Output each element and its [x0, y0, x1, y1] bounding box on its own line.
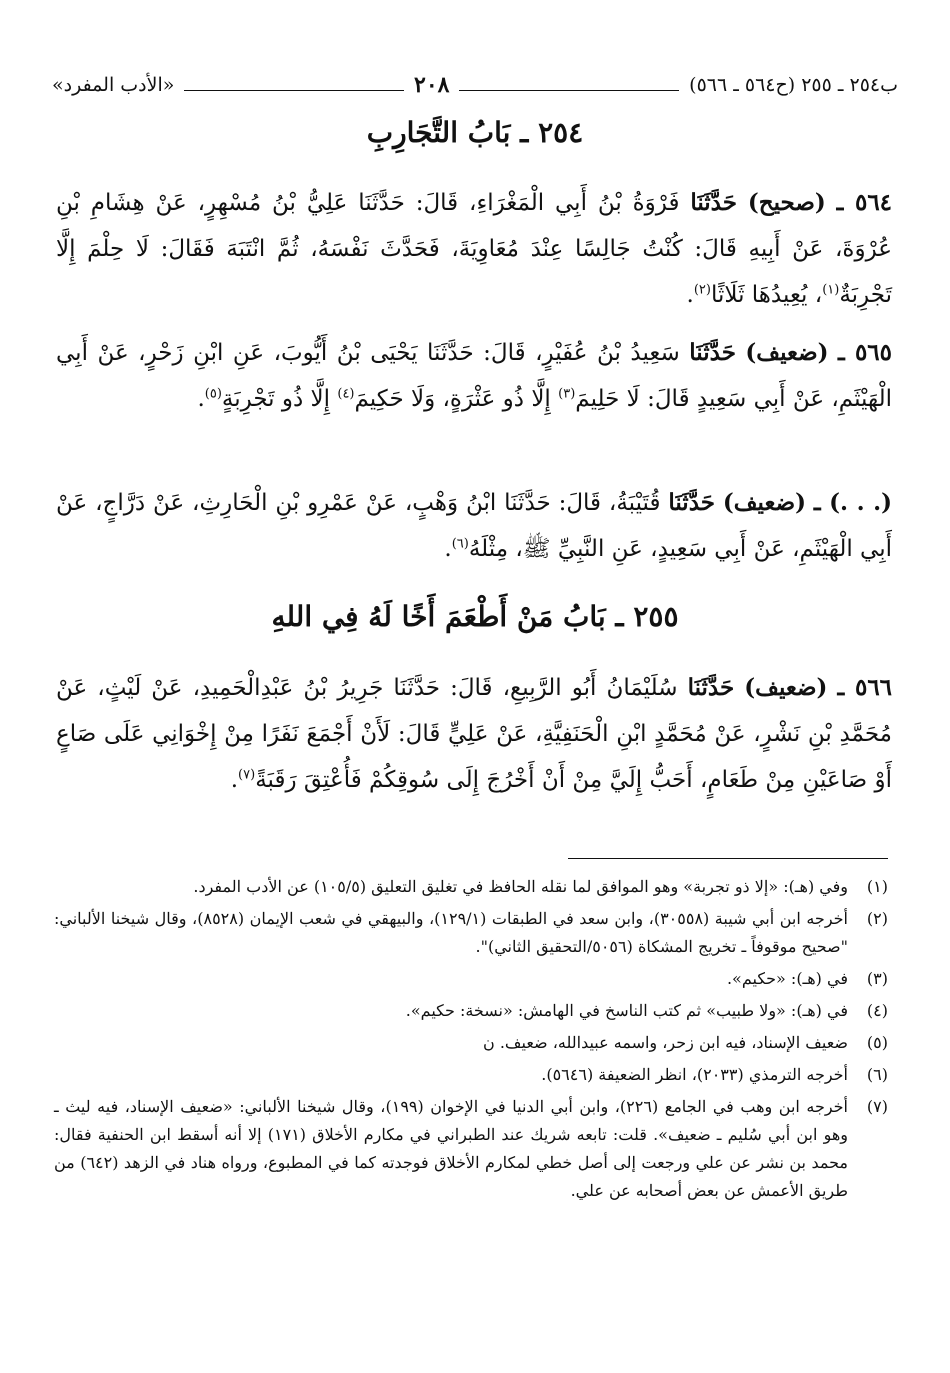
- footnote-number: (٥): [866, 1033, 888, 1052]
- footnote-ref: (٤): [337, 386, 355, 402]
- header-range: ب٢٥٤ ـ ٢٥٥ (ح٥٦٤ ـ ٥٦٦): [689, 74, 898, 96]
- hadith-565-mutaba: [56, 480, 892, 572]
- book-title: «الأدب المفرد»: [52, 74, 175, 96]
- footnotes: [54, 873, 888, 1209]
- hadith-number: ٥٦٦ ـ: [837, 674, 893, 701]
- footnote-ref: (٥): [204, 386, 222, 402]
- footnote-text: وفي (هـ): «إلا ذو تجربة» وهو الموافق لما نقله الحافظ في تغليق التعليق (١٠٥/٥) عن الأدب المفرد.: [193, 877, 848, 896]
- hadith-grade: (ضعيف): [722, 489, 806, 516]
- footnote-text: ضعيف الإسناد، فيه ابن زحر، واسمه عبيدالله، ضعيف. ن: [483, 1033, 848, 1052]
- footnote-ref: (٧): [238, 767, 256, 783]
- hadith-text: .: [686, 282, 694, 308]
- hadith-haddathana: حَدَّثَنَا: [690, 189, 737, 216]
- footnote-text: أخرجه الترمذي (٢٠٣٣)، انظر الضعيفة (٥٦٤٦).: [541, 1065, 848, 1084]
- footnote-text: في (هـ): «حكيم».: [726, 969, 848, 988]
- hadith-number: (. . .) ـ: [813, 489, 893, 516]
- footnote-1: [54, 873, 888, 901]
- hadith-text: قُتَيْبَةُ، قَالَ: حَدَّثَنَا ابْنُ وَهْبٍ، عَنْ عَمْرِو بْنِ الْحَارِثِ، عَنْ دَرَّاجٍ، عَنْ أَبِي الْهَيْثَمِ، عَنْ أَبِي سَعِيدٍ، عَنِ النَّبِيِّ ﷺ، مِثْلَهُ: [56, 490, 892, 562]
- footnote-number: (٣): [866, 969, 888, 988]
- footnote-ref: (٣): [558, 386, 576, 402]
- hadith-grade: (ضعيف): [745, 339, 829, 366]
- running-header: [52, 68, 898, 102]
- hadith-text: فَرْوَةُ بْنُ أَبِي الْمَغْرَاءِ، قَالَ: حَدَّثَنَا عَلِيُّ بْنُ مُسْهِرٍ، عَنْ هِشَامِ بْنِ عُرْوَةَ، عَنْ أَبِيهِ قَالَ: كُنْتُ جَالِسًا عِنْدَ مُعَاوِيَةَ، فَحَدَّثَ نَفْسَهُ، ثُمَّ انْتَبَهَ فَقَالَ: لَا حِلْمَ إِلَّا تَجْرِبَةٌ: [56, 190, 892, 308]
- hadith-565: [56, 330, 892, 422]
- header-rule-right: [459, 90, 679, 91]
- chapter-title-254: ٢٥٤ ـ بَابُ التَّجَارِبِ: [366, 116, 584, 149]
- hadith-566: [56, 665, 892, 803]
- chapter-title-255: ٢٥٥ ـ بَابُ مَنْ أَطْعَمَ أَخًا لَهُ فِي اللهِ: [271, 600, 679, 633]
- hadith-text: سُلَيْمَانُ أَبُو الرَّبِيعِ، قَالَ: حَدَّثَنَا جَرِيرُ بْنُ عَبْدِالْحَمِيدِ، عَنْ لَيْثٍ، عَنْ مُحَمَّدِ بْنِ نَشْرٍ، عَنْ مُحَمَّدٍ ابْنِ الْحَنَفِيَّةِ، عَنْ عَلِيٍّ قَالَ: لَأَنْ أَجْمَعَ نَفَرًا مِنْ إِخْوَانِي عَلَى صَاعٍ أَوْ صَاعَيْنِ مِنْ طَعَامٍ، أَحَبُّ إِلَيَّ مِنْ أَنْ أَخْرُجَ إِلَى سُوقِكُمْ فَأُعْتِقَ رَقَبَةً: [56, 675, 892, 793]
- footnote-number: (٢): [866, 909, 888, 928]
- footnote-number: (٧): [866, 1097, 888, 1116]
- hadith-text: سَعِيدُ بْنُ عُفَيْرٍ، قَالَ: حَدَّثَنَا يَحْيَى بْنُ أَيُّوبَ، عَنِ ابْنِ زَحْرٍ، عَنْ أَبِي الْهَيْثَمِ، عَنْ أَبِي سَعِيدٍ قَالَ: لَا حَلِيمَ: [56, 340, 892, 412]
- hadith-number: ٥٦٤ ـ: [836, 189, 893, 216]
- hadith-text: ، يُعِيدُهَا ثَلَاثًا: [710, 282, 823, 308]
- footnote-6: [54, 1061, 888, 1089]
- hadith-haddathana: حَدَّثَنَا: [668, 489, 715, 516]
- hadith-text: .: [444, 536, 452, 562]
- footnote-4: [54, 997, 888, 1025]
- hadith-text: إِلَّا ذُو عَثْرَةٍ، وَلَا حَكِيمَ: [354, 386, 559, 412]
- footnote-ref: (١): [822, 282, 840, 298]
- footnote-text: في (هـ): «ولا طبيب» ثم كتب الناسخ في الهامش: «نسخة: حكيم».: [405, 1001, 848, 1020]
- hadith-haddathana: حَدَّثَنَا: [687, 674, 735, 701]
- footnote-number: (١): [866, 877, 888, 896]
- hadith-number: ٥٦٥ ـ: [838, 339, 892, 366]
- footnote-ref: (٦): [451, 536, 469, 552]
- hadith-grade: (صحيح): [747, 189, 826, 216]
- footnote-ref: (٢): [693, 282, 711, 298]
- footnote-5: [54, 1029, 888, 1057]
- footnote-text: أخرجه ابن وهب في الجامع (٢٢٦)، وابن أبي الدنيا في الإخوان (١٩٩)، وقال شيخنا الألباني: «ضعيف الإسناد، فيه ليث ـ وهو ابن أبي سُليم ـ ضعيف». قلت: تابعه شريك عند الطبراني في مكارم الأخلاق (١٧١) إلا أنه أسقط ابن الحنفية فقال: محمد بن نشر عن علي ورجعت إلى أصل خطي لمكارم الأخلاق فوجدته كما في المطبوع، ورواه هناد في الزهد (٦٤٢) من طريق الأعمش عن بعض أصحابه عن علي.: [54, 1097, 849, 1200]
- hadith-564: [56, 180, 892, 318]
- hadith-text: إِلَّا ذُو تَجْرِبَةٍ: [221, 386, 338, 412]
- header-rule-left: [184, 90, 404, 91]
- footnote-3: [54, 965, 888, 993]
- hadith-grade: (ضعيف): [744, 674, 828, 701]
- hadith-text: .: [230, 767, 239, 793]
- hadith-text: .: [197, 386, 205, 412]
- footnote-separator: [568, 858, 888, 859]
- footnote-number: (٤): [866, 1001, 888, 1020]
- footnote-number: (٦): [866, 1065, 888, 1084]
- hadith-haddathana: حَدَّثَنَا: [689, 339, 736, 366]
- footnote-7: [54, 1093, 888, 1205]
- footnote-text: أخرجه ابن أبي شيبة (٣٠٥٥٨)، وابن سعد في الطبقات (١٢٩/١)، والبيهقي في شعب الإيمان (٨٥٢٨)، وقال شيخنا الألباني: "صحيح موقوفاً ـ تخريج المشكاة (٥٠٥٦/التحقيق الثاني)".: [54, 909, 848, 956]
- page-number: ٢٠٨: [414, 72, 450, 98]
- footnote-2: [54, 905, 888, 961]
